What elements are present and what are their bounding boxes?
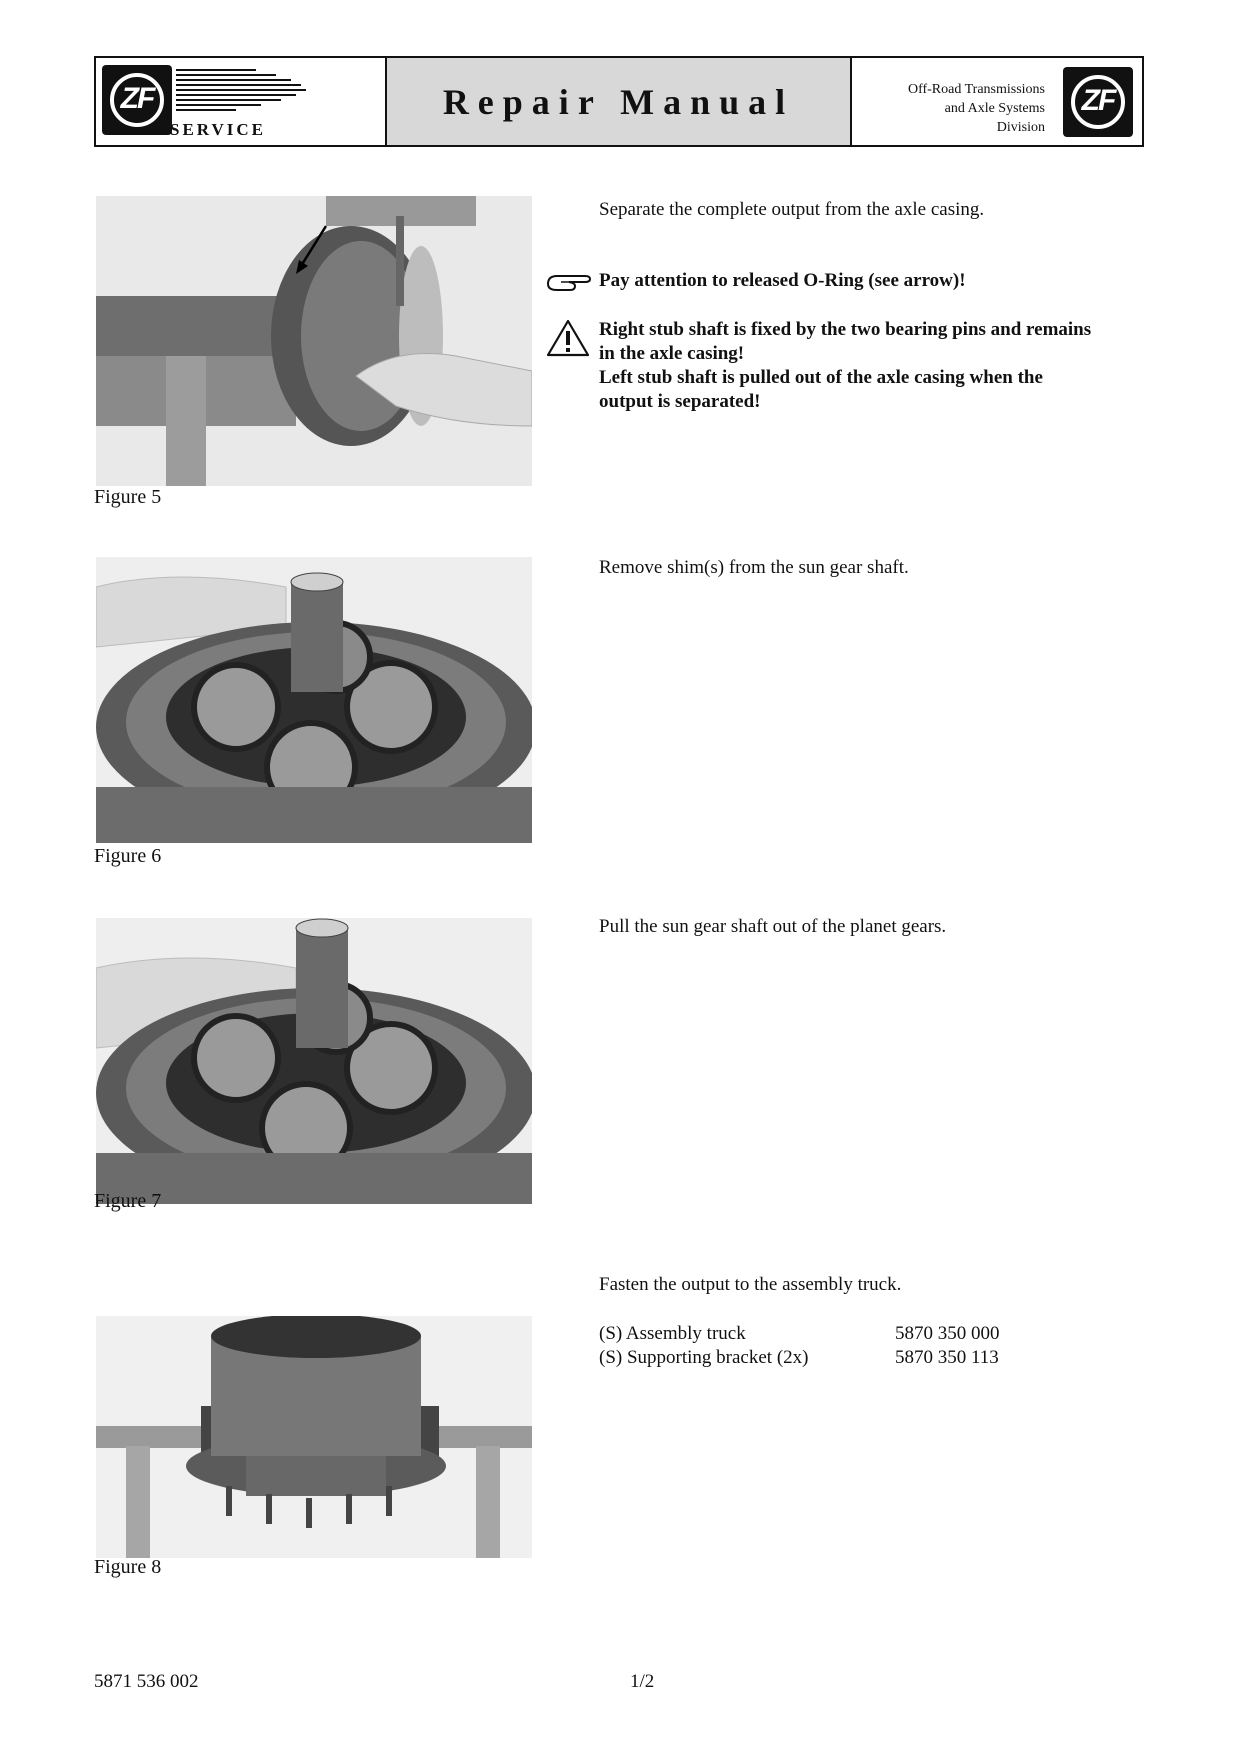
warning-text: Right stub shaft is fixed by the two bearing pins and remains in the axle casing! Left stub shaft is pulled out of the axle casing when the output is separated! bbox=[599, 319, 1092, 412]
zf-logo-icon: ZF bbox=[1063, 67, 1133, 137]
service-label: SERVICE bbox=[170, 120, 266, 139]
figure-7-caption: Figure 7 bbox=[94, 1190, 162, 1212]
speed-lines-icon bbox=[176, 66, 376, 116]
figure-5-photo bbox=[96, 196, 532, 486]
tool-number: 5870 350 000 bbox=[895, 1323, 1000, 1344]
pointing-hand-icon bbox=[545, 270, 595, 310]
step-text: Fasten the output to the assembly truck. bbox=[599, 1274, 902, 1295]
figure-6-caption: Figure 6 bbox=[94, 845, 162, 867]
tool-number: 5870 350 113 bbox=[895, 1347, 999, 1368]
step-text: Remove shim(s) from the sun gear shaft. bbox=[599, 557, 909, 578]
figure-8-photo bbox=[96, 1316, 532, 1558]
zf-service-logo bbox=[96, 58, 387, 145]
figure-5-caption: Figure 5 bbox=[94, 486, 162, 508]
note-text: Pay attention to released O-Ring (see arrow)! bbox=[599, 270, 966, 291]
figure-8-caption: Figure 8 bbox=[94, 1556, 162, 1578]
tool-name: (S) Supporting bracket (2x) bbox=[599, 1347, 809, 1368]
page-header bbox=[94, 56, 1144, 147]
zf-logo-icon: ZF bbox=[102, 65, 172, 135]
tool-row bbox=[599, 1323, 1000, 1345]
page-number: 1/2 bbox=[630, 1671, 655, 1692]
page-title: Repair Manual bbox=[387, 58, 852, 145]
tool-name: (S) Assembly truck bbox=[599, 1323, 746, 1344]
division-block bbox=[852, 58, 1142, 145]
tool-row bbox=[599, 1347, 999, 1369]
document-number: 5871 536 002 bbox=[94, 1671, 199, 1692]
step-text: Separate the complete output from the axle casing. bbox=[599, 199, 985, 220]
division-text: Off-Road Transmissions and Axle Systems Division bbox=[907, 82, 1045, 135]
step-text: Pull the sun gear shaft out of the planet gears. bbox=[599, 916, 947, 937]
figure-6-photo bbox=[96, 557, 532, 843]
figure-7-photo bbox=[96, 918, 532, 1204]
warning-triangle-icon bbox=[545, 318, 595, 358]
